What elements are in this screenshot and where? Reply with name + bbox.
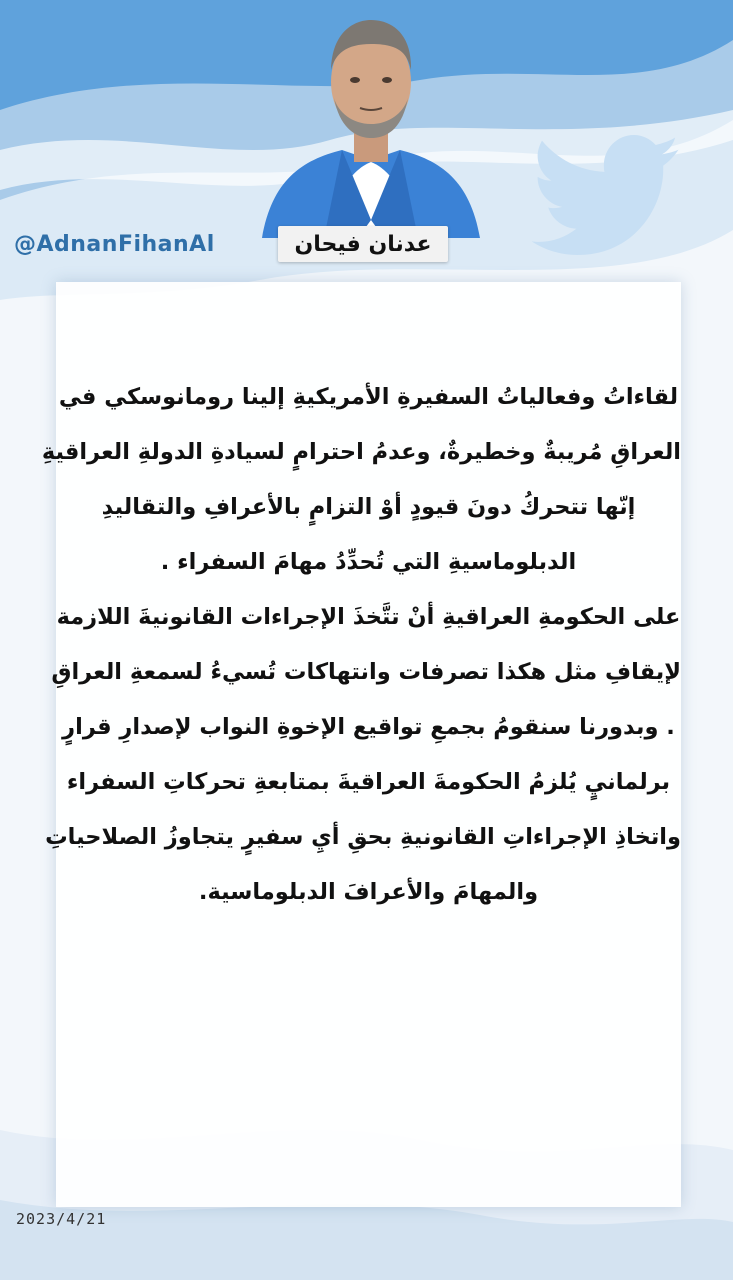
twitter-bird-icon <box>532 135 682 260</box>
post-line: إنّها تتحركُ دونَ قيودٍ أوْ التزامٍ بالأعرافِ والتقاليدِ <box>101 494 636 520</box>
post-line: لإيقافِ مثل هكذا تصرفات وانتهاكات تُسيءُ لسمعةِ العراقِ <box>51 659 681 685</box>
author-name-plate <box>278 226 448 262</box>
post-line: لقاءاتُ وفعالياتُ السفيرةِ الأمريكيةِ إلينا رومانوسكي في <box>58 384 679 410</box>
post-date: 2023/4/21 <box>16 1210 107 1228</box>
post-line: واتخاذِ الإجراءاتِ القانونيةِ بحقِ أيِ سفيرٍ يتجاوزُ الصلاحياتِ <box>45 824 681 850</box>
post-line: . وبدورنا سنقومُ بجمعِ تواقيع الإخوةِ النواب لإصدارِ قرارٍ <box>62 714 675 740</box>
post-text <box>41 370 681 920</box>
post-line: برلمانيٍ يُلزمُ الحكومةَ العراقيةَ بمتابعةِ تحركاتِ السفراء <box>66 769 671 795</box>
post-line: والمهامَ والأعرافَ الدبلوماسية. <box>198 879 539 905</box>
post-line: العراقِ مُريبةٌ وخطيرةٌ، وعدمُ احترامٍ لسيادةِ الدولةِ العراقيةِ <box>41 439 681 465</box>
portrait-illustration <box>262 10 480 238</box>
twitter-handle[interactable]: @AdnanFihanAl <box>14 232 215 257</box>
post-line: على الحكومةِ العراقيةِ أنْ تتَّخذَ الإجراءات القانونيةَ اللازمة <box>56 604 681 630</box>
post-line: الدبلوماسيةِ التي تُحدِّدُ مهامَ السفراء . <box>160 549 577 575</box>
avatar <box>262 10 480 238</box>
author-name: عدنان فيحان <box>294 231 432 257</box>
